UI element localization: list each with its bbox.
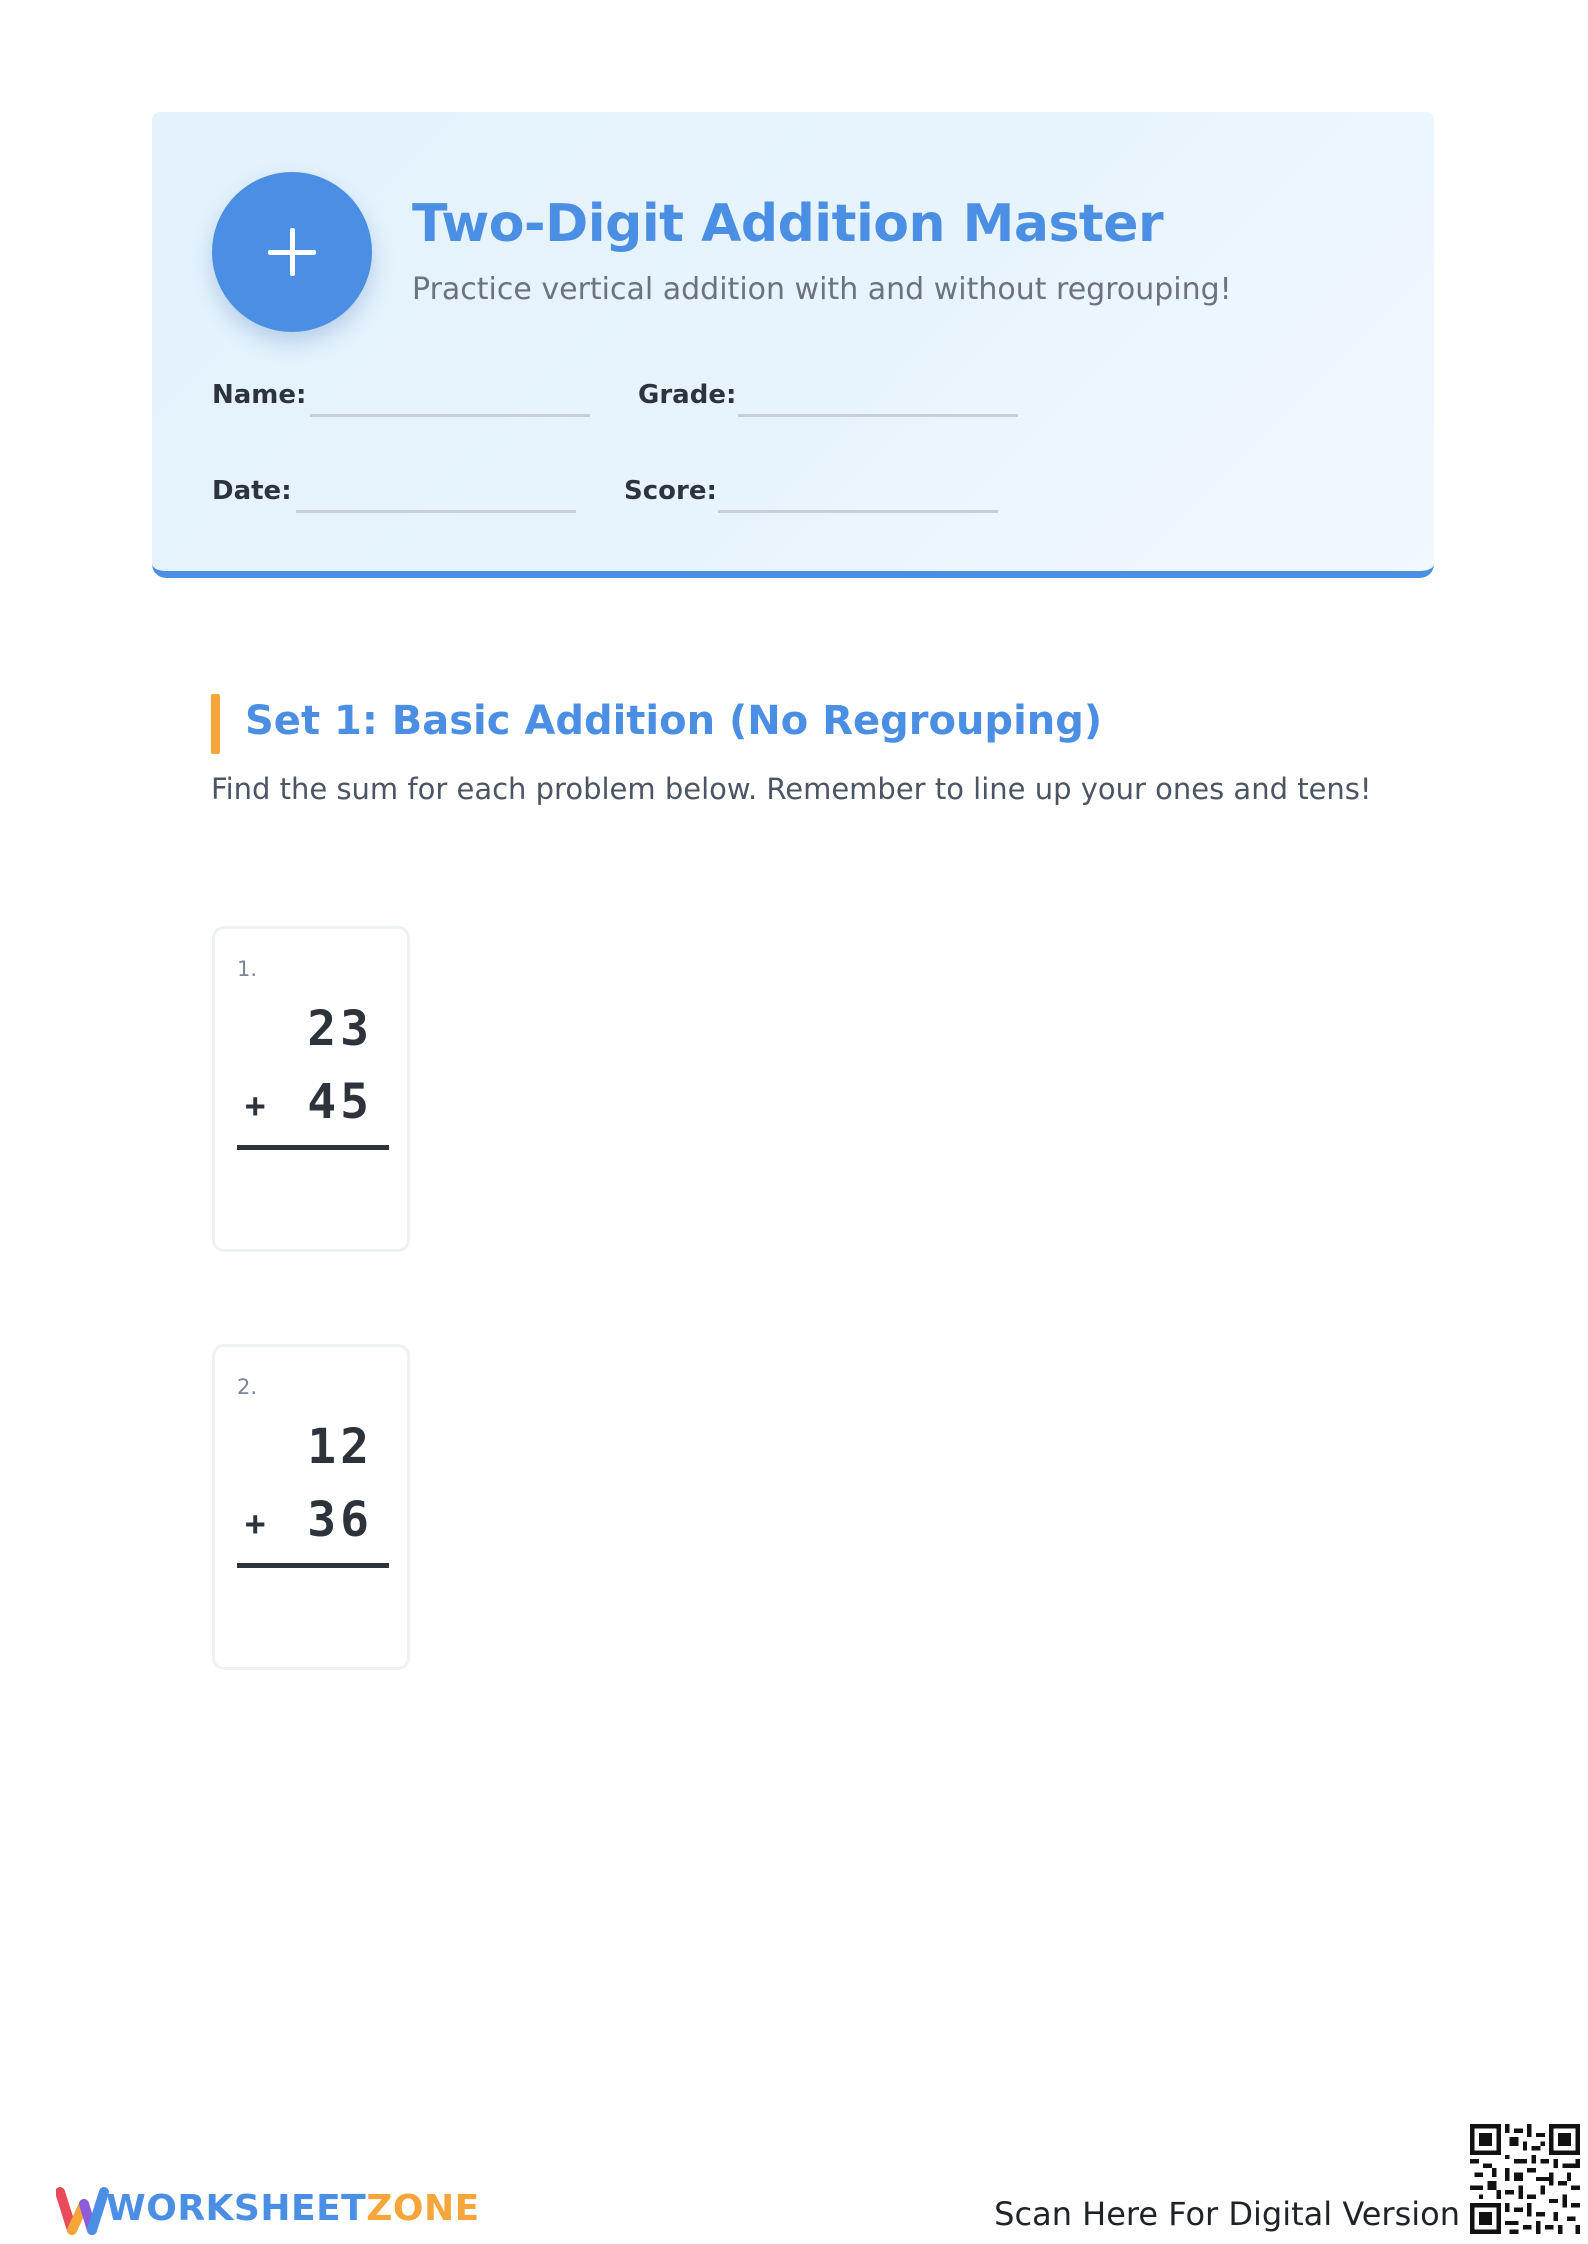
- answer-line[interactable]: [237, 1145, 389, 1150]
- problem-top-addend: 23: [307, 1001, 373, 1057]
- section-instructions: Find the sum for each problem below. Remember to line up your ones and tens!: [211, 772, 1372, 806]
- problem-number: 2.: [237, 1375, 258, 1399]
- grade-field[interactable]: [738, 414, 1018, 417]
- worksheetzone-brand[interactable]: [106, 2188, 480, 2229]
- problem-card: [212, 926, 410, 1252]
- name-label: Name:: [212, 380, 307, 410]
- problem-bottom-addend: 45: [307, 1074, 373, 1130]
- worksheet-header: [152, 112, 1434, 578]
- section-title: Set 1: Basic Addition (No Regrouping): [245, 698, 1103, 744]
- brand-part-2: ZONE: [366, 2188, 480, 2229]
- worksheet-subtitle: Practice vertical addition with and without regrouping!: [412, 272, 1232, 307]
- score-label: Score:: [624, 476, 717, 506]
- date-label: Date:: [212, 476, 292, 506]
- problem-number: 1.: [237, 957, 258, 981]
- grade-label: Grade:: [638, 380, 737, 410]
- plus-operator: +: [245, 1086, 266, 1126]
- plus-icon: [212, 172, 372, 332]
- brand-part-1: WORKSHEET: [106, 2188, 367, 2229]
- worksheet-title: Two-Digit Addition Master: [412, 194, 1164, 254]
- problem-card: [212, 1344, 410, 1670]
- plus-operator: +: [245, 1504, 266, 1544]
- name-field[interactable]: [310, 414, 590, 417]
- score-field[interactable]: [718, 510, 998, 513]
- problem-top-addend: 12: [307, 1419, 373, 1475]
- answer-line[interactable]: [237, 1563, 389, 1568]
- problem-bottom-addend: 36: [307, 1492, 373, 1548]
- date-field[interactable]: [296, 510, 576, 513]
- section-accent-bar: [211, 694, 220, 754]
- scan-here-text: Scan Here For Digital Version: [994, 2195, 1460, 2233]
- qr-code-icon[interactable]: [1470, 2124, 1580, 2234]
